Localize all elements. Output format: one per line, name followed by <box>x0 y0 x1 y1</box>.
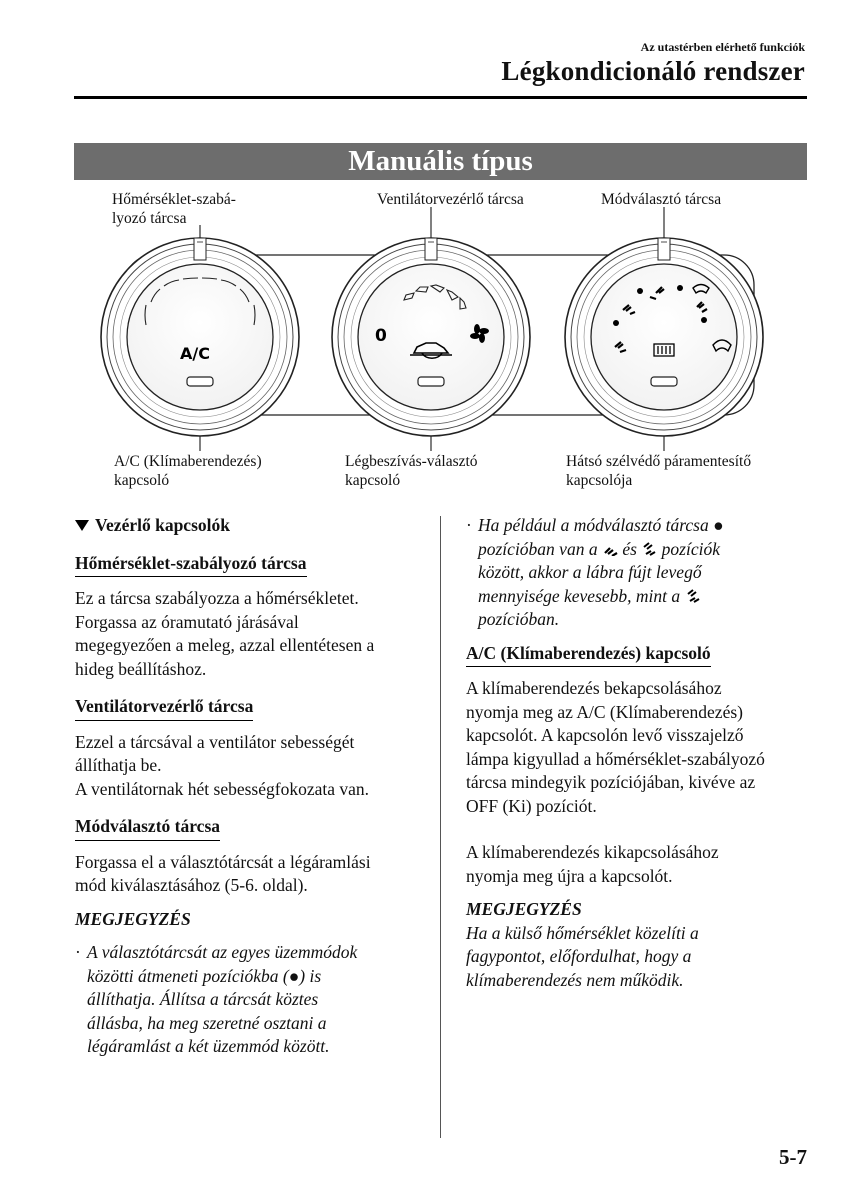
rear-defrost-switch[interactable] <box>651 377 677 386</box>
controls-heading: Vezérlő kapcsolók <box>75 514 421 538</box>
mode-line: Forgassa el a választótárcsát a légáramlási <box>75 851 371 872</box>
label-intake-switch: Légbeszívás-választó kapcsoló <box>345 453 478 489</box>
fan-dial-heading: Ventilátorvezérlő tárcsa <box>75 695 253 721</box>
mode-dial[interactable] <box>565 238 763 436</box>
label-mode-dial: Módválasztó tárcsa <box>601 191 722 208</box>
ac-switch[interactable] <box>187 377 213 386</box>
intake-switch[interactable] <box>418 377 444 386</box>
note-bullet: · A választótárcsát az egyes üzemmódok közötti átmeneti pozíciókba (●) is állíthatja. Állítsa a tárcsát köztes állásba, ha meg szeretné osztani a légáramlást a két üzemmód között. <box>75 941 421 1059</box>
label-ac-switch: A/C (Klímaberendezés) kapcsoló <box>114 453 262 489</box>
fan-line: A ventilátornak hét sebességfokozata van. <box>75 778 369 799</box>
fan-dial[interactable] <box>332 238 530 436</box>
panel-illustration <box>74 185 807 495</box>
dot-icon: ● <box>288 965 300 986</box>
note-line: klímaberendezés nem működik. <box>466 969 684 990</box>
ac-line: lámpa kigyullad a hőmérséklet-szabályozó <box>466 748 765 769</box>
header-subtitle: Az utastérben elérhető funkciók <box>640 40 805 54</box>
note-line: A választótárcsát az egyes üzemmódok <box>87 942 358 962</box>
note-line: pozícióban. <box>478 609 560 629</box>
label-temp-dial: Hőmérséklet-szabá- lyozó tárcsa <box>112 191 236 227</box>
ac-line: A klímaberendezés bekapcsolásához <box>466 678 722 698</box>
column-divider <box>440 516 441 1138</box>
fan-zero-text: 0 <box>375 326 387 346</box>
note-bullet: · Ha például a módválasztó tárcsa ● pozícióban van a és pozíciók között, akkor a lábra fújt levegő mennyisége kevesebb, mint a pozícióban. <box>466 514 812 632</box>
left-column <box>75 514 421 1059</box>
note-line: állíthatja. Állítsa a tárcsát köztes <box>87 989 319 1009</box>
ac-line: A klímaberendezés kikapcsolásához <box>466 842 719 862</box>
temp-line: Ez a tárcsa szabályozza a hőmérsékletet. <box>75 588 359 608</box>
mode-line: mód kiválasztásához (5-6. oldal). <box>75 875 308 895</box>
label-fan-dial: Ventilátorvezérlő tárcsa <box>377 191 524 208</box>
label-defrost-switch: Hátsó szélvédő páramentesítő kapcsolója <box>566 453 752 489</box>
dot-icon: ● <box>713 515 724 535</box>
note-line: állásba, ha meg szeretné osztani a <box>87 1012 327 1033</box>
temp-dial-heading: Hőmérséklet-szabályozó tárcsa <box>75 552 307 578</box>
control-panel-diagram <box>74 185 807 495</box>
fan-line: Ezzel a tárcsával a ventilátor sebességét <box>75 731 355 752</box>
header-title: Légkondicionáló rendszer <box>501 56 805 86</box>
note-title: MEGJEGYZÉS <box>466 899 582 919</box>
fan-line: állíthatja be. <box>75 755 162 775</box>
note-line: mennyisége kevesebb, mint a <box>478 585 724 609</box>
ac-line: nyomja meg újra a kapcsolót. <box>466 865 673 886</box>
floor-defrost-icon <box>685 589 701 603</box>
note-line: között, akkor a lábra fújt levegő <box>478 562 702 582</box>
floor-icon <box>602 542 618 556</box>
note-line: Ha a külső hőmérséklet közelíti a <box>466 922 699 943</box>
section-title: Manuális típus <box>74 143 807 180</box>
ac-line: kapcsolót. A kapcsolón levő visszajelző <box>466 725 744 745</box>
floor-defrost-icon <box>641 542 657 556</box>
page-number: 5-7 <box>779 1145 807 1169</box>
ac-line: nyomja meg az A/C (Klímaberendezés) <box>466 701 743 722</box>
note-line: közötti átmeneti pozíciókba (●) is <box>87 965 322 986</box>
temp-dial[interactable] <box>101 238 299 436</box>
note-line: légáramlást a két üzemmód között. <box>87 1036 330 1056</box>
ac-line: tárcsa mindegyik pozíciójában, kivéve az <box>466 772 756 792</box>
note-line: Ha például a módválasztó tárcsa ● <box>478 515 724 535</box>
mode-dial-heading: Módválasztó tárcsa <box>75 815 220 841</box>
ac-text: A/C <box>180 344 210 363</box>
right-column <box>466 514 812 992</box>
temp-line: hideg beállításhoz. <box>75 658 207 679</box>
temp-line: Forgassa az óramutató járásával <box>75 611 299 632</box>
note-title: MEGJEGYZÉS <box>75 908 191 929</box>
temp-line: megegyezően a meleg, azzal ellentétesen a <box>75 635 375 655</box>
note-line: pozícióban van a és pozíciók <box>478 538 720 559</box>
header-rule <box>74 96 807 99</box>
ac-line: OFF (Ki) pozíciót. <box>466 795 597 816</box>
triangle-icon <box>75 520 89 531</box>
note-line: fagypontot, előfordulhat, hogy a <box>466 946 692 966</box>
ac-switch-heading: A/C (Klímaberendezés) kapcsoló <box>466 642 711 668</box>
